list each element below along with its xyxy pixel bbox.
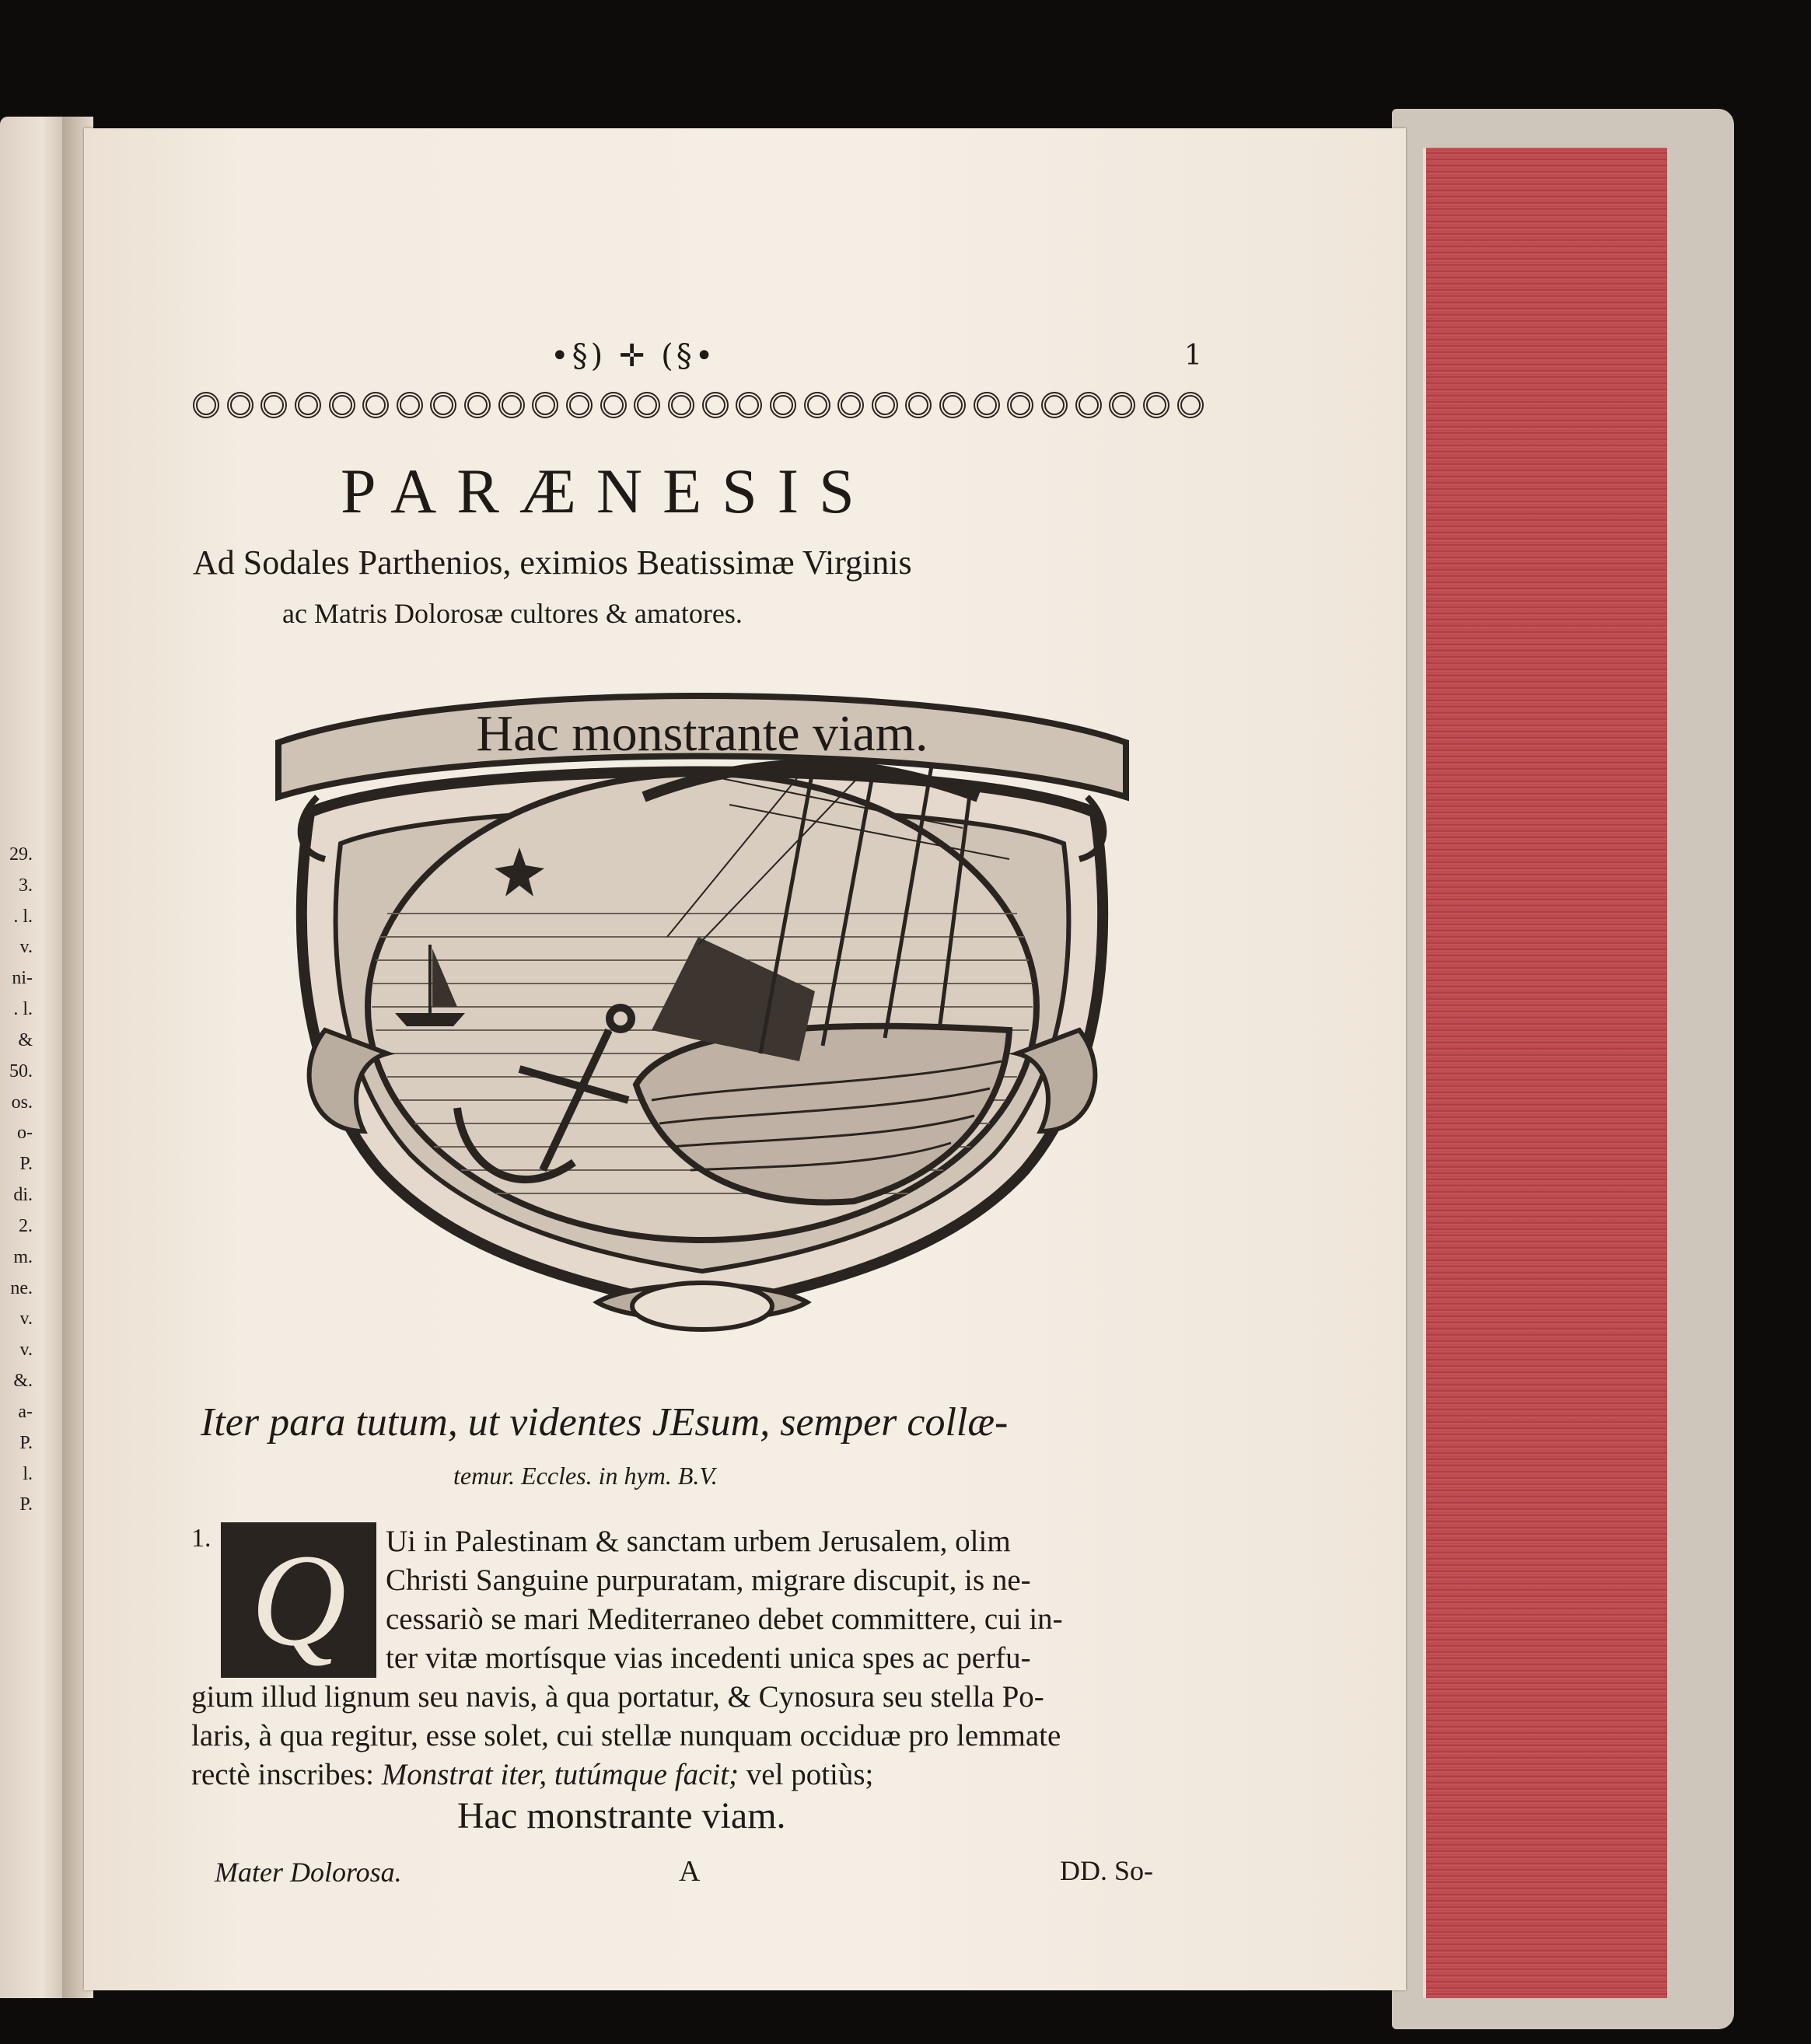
left-margin-fragment: m. — [13, 1246, 33, 1267]
right-page — [84, 128, 1406, 1990]
left-margin-fragment: . l. — [13, 999, 33, 1020]
quote-tail: vel potiùs; — [746, 1758, 874, 1791]
left-margin-fragment: 2. — [19, 1215, 33, 1236]
left-margin-fragment: v. — [19, 1309, 33, 1329]
left-margin-fragment: ni- — [12, 968, 33, 989]
body-line-5: gium illud lignum seu navis, à qua portatur, & Cynosura seu stella Po- — [191, 1680, 1044, 1714]
body-line-2: Christi Sanguine purpuratam, migrare discupit, is ne- — [386, 1564, 1031, 1597]
red-page-edges — [1423, 148, 1667, 1998]
initial-letter: Q — [250, 1527, 347, 1673]
running-head: •§) ✛ (§• — [551, 338, 717, 374]
caption-line-2: temur. Eccles. in hym. B.V. — [453, 1462, 718, 1490]
left-margin-fragment: l. — [23, 1463, 33, 1484]
final-motto: Hac monstrante viam. — [457, 1795, 786, 1836]
left-page — [0, 117, 70, 1998]
body-line-1: Ui in Palestinam & sanctam urbem Jerusalem, olim — [386, 1525, 1011, 1558]
body-line-7-start: rectè inscribes: — [191, 1758, 374, 1791]
left-margin-fragment: P. — [19, 1432, 33, 1453]
left-margin-fragment: v. — [19, 1340, 33, 1361]
quote-italic: Monstrat iter, tutúmque facit; — [381, 1758, 739, 1791]
left-margin-fragment: v. — [19, 937, 33, 958]
caption-line-1: Iter para tutum, ut videntes JEsum, semper collæ- — [201, 1400, 1009, 1445]
signature-mark: A — [679, 1855, 701, 1888]
left-margin-fragment: os. — [11, 1092, 33, 1113]
left-margin-fragment: P. — [19, 1154, 33, 1175]
subtitle-line-1: Ad Sodales Parthenios, eximios Beatissimæ Virginis — [193, 543, 912, 582]
left-margin-fragment: ne. — [10, 1277, 33, 1298]
page-title: PARÆNESIS — [341, 456, 875, 526]
left-margin-fragment: 3. — [19, 875, 33, 896]
left-margin-fragment: 50. — [9, 1060, 33, 1081]
left-page-margin — [0, 840, 33, 1521]
left-margin-fragment: a- — [18, 1401, 33, 1422]
catchword: DD. So- — [1060, 1855, 1154, 1886]
left-margin-fragment: . l. — [13, 906, 33, 927]
decorated-initial — [221, 1522, 376, 1678]
ship-emblem-engraving — [263, 665, 1141, 1364]
left-margin-fragment: o- — [17, 1123, 33, 1144]
paragraph-number: 1. — [191, 1524, 212, 1553]
body-line-3: cessariò se mari Mediterraneo debet committere, cui in- — [386, 1602, 1063, 1636]
page-number: 1 — [1184, 340, 1202, 372]
emblem-motto: Hac monstrante viam. — [476, 705, 928, 762]
subtitle-line-2: ac Matris Dolorosæ cultores & amatores. — [282, 598, 743, 629]
body-line-7 — [191, 1757, 873, 1792]
left-margin-fragment: 29. — [9, 844, 33, 865]
footer-running-title: Mater Dolorosa. — [215, 1857, 402, 1888]
left-margin-fragment: & — [18, 1029, 33, 1050]
left-margin-fragment: di. — [13, 1185, 33, 1206]
left-margin-fragment: &. — [13, 1371, 33, 1392]
left-margin-fragment: P. — [19, 1494, 33, 1515]
body-line-6: laris, à qua regitur, esse solet, cui stellæ nunquam occiduæ pro lemmate — [191, 1719, 1061, 1752]
ornament-border — [193, 386, 1204, 424]
body-line-4: ter vitæ mortísque vias incedenti unica spes ac perfu- — [386, 1641, 1031, 1675]
